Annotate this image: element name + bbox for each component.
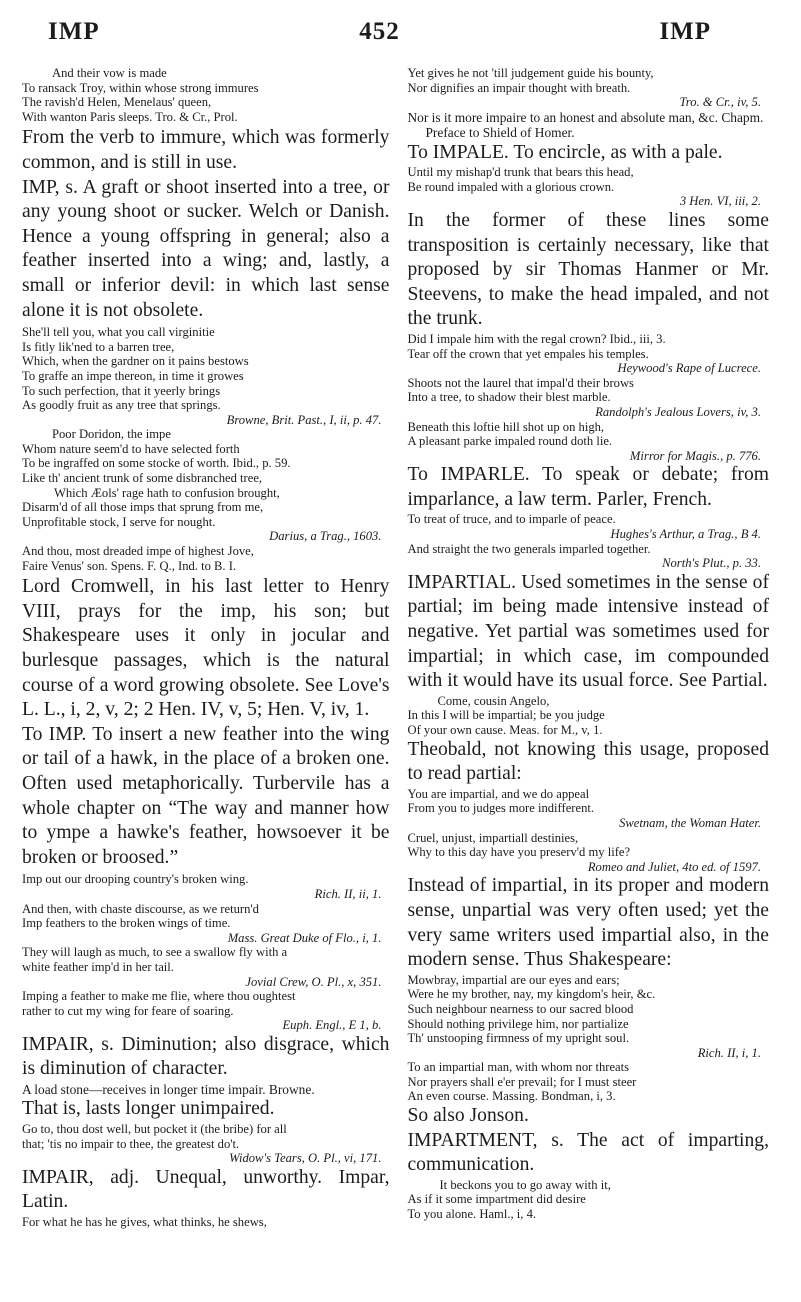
quote-line: And straight the two generals imparled together. (407, 541, 651, 556)
quote-line: white feather imp'd in her tail. (22, 959, 174, 974)
quote-line: Tear off the crown that yet empales his temples. (407, 346, 649, 361)
citation: Rich. II, i, 1. (697, 1045, 761, 1060)
paragraph: Instead of impartial, in its proper and modern sense, unpartial was very often used; yet the very same writers used impartial also, in the modern sense. Thus Shakespeare: (407, 875, 769, 971)
citation: Heywood's Rape of Lucrece. (617, 361, 761, 376)
quote-line: Disarm'd of all those imps that sprung from me, (22, 500, 264, 515)
quote-line: As if it some impartment did desire (407, 1192, 586, 1207)
paragraph: So also Jonson. (407, 1105, 529, 1127)
entry-to-impale: To IMPALE. To encircle, as with a pale. (407, 141, 723, 163)
quote-line: In this I will be impartial; be you judge (407, 708, 605, 723)
quote-line: And their vow is made (52, 66, 167, 80)
quote-line: Which, when the gardner on it pains bestows (22, 354, 249, 369)
quote-line: To graffe an impe thereon, in time it growes (22, 368, 244, 383)
citation: Hughes's Arthur, a Trag., B 4. (610, 527, 761, 542)
right-column (407, 66, 769, 1230)
citation: Darius, a Trag., 1603. (269, 529, 382, 544)
citation: 3 Hen. VI, iii, 2. (679, 194, 761, 209)
entry-impartial: IMPARTIAL. Used sometimes in the sense of partial; im being made intensive instead of negative. Yet partial was sometimes used for impartial; in which case, im compounded with it would have its usual force. See Partial. (407, 571, 769, 692)
quote-line: Be round impaled with a glorious crown. (407, 179, 615, 194)
quote-line: Until my mishap'd trunk that bears this head, (407, 165, 634, 180)
quote-line: rather to cut my wing for feare of soaring. (22, 1003, 234, 1018)
quote-line: To treat of truce, and to imparle of peace. (407, 512, 616, 527)
quote-line: She'll tell you, what you call virginitie (22, 325, 215, 340)
quote-line: To you alone. Haml., i, 4. (407, 1207, 537, 1222)
quote-line: Poor Doridon, the impe (52, 427, 171, 442)
quote-line: The ravish'd Helen, Menelaus' queen, (22, 95, 212, 110)
citation: Browne, Brit. Past., I, ii, p. 47. (226, 412, 382, 427)
entry-impartment: IMPARTMENT, s. The act of imparting, communication. (407, 1129, 769, 1176)
left-column (22, 66, 389, 1230)
quote-line: Why to this day have you preserv'd my life? (407, 845, 631, 860)
page-number: 452 (359, 18, 400, 45)
citation: North's Plut., p. 33. (662, 556, 761, 571)
quote-line: To an impartial man, with whom nor threats (407, 1060, 630, 1075)
quote-line: To such perfection, that it yeerly brings (22, 383, 221, 398)
citation: Mass. Great Duke of Flo., i, 1. (227, 930, 382, 945)
quote-line: Come, cousin Angelo, (437, 693, 550, 708)
quote-line: And thou, most dreaded impe of highest Jove, (22, 544, 254, 559)
entry-impair-adj: IMPAIR, adj. Unequal, unworthy. Impar, Latin. (22, 1166, 390, 1213)
quote-line: And then, with chaste discourse, as we return'd (22, 901, 259, 916)
quote-line: An even course. Massing. Bondman, i, 3. (407, 1089, 616, 1104)
quote-line: With wanton Paris sleeps. Tro. & Cr., Prol. (22, 109, 238, 124)
quote-line: Imping a feather to make me flie, where thou oughtest (22, 989, 296, 1004)
citation: Romeo and Juliet, 4to ed. of 1597. (587, 859, 761, 874)
entry-imp-noun: IMP, s. A graft or shoot inserted into a tree, or any young shoot or sucker. Welch or Danish. Hence a young offspring in general; also a feather inserted into a wing; and, lastly, a small or inferior devil: in which last sense alone it is not obsolete. (22, 176, 390, 321)
quote-line: For what he has he gives, what thinks, he shews, (22, 1215, 267, 1230)
paragraph: Lord Cromwell, in his last letter to Henry VIII, prays for the imp, his son; but Shakespeare uses it only in jocular and burlesque passages, which is the natural course of a word growing obsolete. See Love's L. L., i, 2, v, 2; 2 Hen. IV, v, 5; Hen. V, iv, 1. (22, 576, 390, 721)
quote-line: Beneath this loftie hill shot up on high, (407, 419, 605, 434)
quote-line: Did I impale him with the regal crown? Ibid., iii, 3. (407, 331, 666, 346)
quote-line: Go to, thou dost well, but pocket it (the bribe) for all (22, 1122, 287, 1137)
quote-line: Th' unstooping firmness of my upright soul. (407, 1031, 630, 1046)
citation: Randolph's Jealous Lovers, iv, 3. (595, 404, 761, 419)
quote-line: As goodly fruit as any tree that springs. (22, 398, 221, 413)
quote-line: Which Æols' rage hath to confusion brought, (54, 485, 280, 500)
quote-line: Faire Venus' son. Spens. F. Q., Ind. to B. I. (22, 558, 237, 573)
quote-line: Unprofitable stock, I serve for nought. (22, 514, 216, 529)
citation: Rich. II, ii, 1. (314, 886, 382, 901)
quote-line: It beckons you to go away with it, (439, 1177, 611, 1192)
quote-line: You are impartial, and we do appeal (407, 786, 590, 801)
paragraph: In the former of these lines some transposition is certainly necessary, like that proposed by sir Thomas Hanmer or Mr. Steevens, to make the head impaled, and not the trunk. (407, 209, 769, 330)
quote-line: Were he my brother, nay, my kingdom's heir, &c. (407, 987, 656, 1002)
quote-line: Whom nature seem'd to have selected forth (22, 441, 240, 456)
quote-line: Shoots not the laurel that impal'd their brows (407, 375, 634, 390)
entry-to-imparle: To IMPARLE. To speak or debate; from imparlance, a law term. Parler, French. (407, 464, 769, 510)
quote-line: They will laugh as much, to see a swallow fly with a (22, 945, 288, 960)
header-right-word: IMP (659, 18, 711, 45)
quote-line: Should nothing privilege him, nor partialize (407, 1016, 629, 1031)
entry-to-imp: To IMP. To insert a new feather into the wing or tail of a hawk, in the place of a broken one. Often used metaphorically. Turbervile has a whole chapter on “The way and manner how to ympe a hawke's feather, howsoever it be broken or broosed.” (22, 723, 390, 868)
quote-line: From you to judges more indifferent. (407, 801, 595, 816)
quote-line: Yet gives he not 'till judgement guide his bounty, (407, 66, 654, 80)
quote-line: A pleasant parke impaled round doth lie. (407, 434, 613, 449)
quote-line: Like th' ancient trunk of some disbranched tree, (22, 471, 263, 486)
quote-line: Nor dignifies an impair thought with breath. (407, 80, 631, 95)
quote-line: Imp feathers to the broken wings of time. (22, 916, 231, 931)
quote-line: Cruel, unjust, impartiall destinies, (407, 830, 579, 845)
citation: Mirror for Magis., p. 776. (629, 448, 761, 463)
citation: Widow's Tears, O. Pl., vi, 171. (229, 1151, 382, 1166)
paragraph: From the verb to immure, which was formerly common, and is still in use. (22, 127, 390, 173)
quote-line: To ransack Troy, within whose strong immures (22, 80, 259, 95)
quote-line: that; 'tis no impair to thee, the greatest do't. (22, 1136, 240, 1151)
paragraph: Theobald, not knowing this usage, proposed to read partial: (407, 738, 769, 785)
paragraph: That is, lasts longer unimpaired. (22, 1098, 275, 1120)
quote-line: A load stone—receives in longer time impair. Browne. (22, 1082, 315, 1098)
two-column-body (22, 66, 769, 1230)
citation: Jovial Crew, O. Pl., x, 351. (245, 974, 382, 989)
quote-line: Nor is it more impaire to an honest and absolute man, &c. Chapm. Preface to Shield of Homer. (407, 109, 764, 141)
quote-line: Mowbray, impartial are our eyes and ears; (407, 972, 620, 987)
quote-line: Is fitly lik'ned to a barren tree, (22, 339, 175, 354)
quote-line: Into a tree, to shadow their blest marble. (407, 390, 611, 405)
quote-line: Nor prayers shall e'er prevail; for I must steer (407, 1074, 637, 1089)
citation: Euph. Engl., E 1, b. (282, 1018, 382, 1033)
quote-line: Of your own cause. Meas. for M., v, 1. (407, 723, 603, 737)
entry-impair-noun: IMPAIR, s. Diminution; also disgrace, which is diminution of character. (22, 1033, 390, 1080)
header-left-word: IMP (48, 18, 100, 45)
quote-line: To be ingraffed on some stocke of worth. Ibid., p. 59. (22, 456, 291, 471)
citation: Swetnam, the Woman Hater. (619, 815, 761, 830)
citation: Tro. & Cr., iv, 5. (679, 95, 761, 110)
running-header (22, 18, 769, 58)
quote-line: Imp out our drooping country's broken wing. (22, 872, 249, 887)
quote-line: Such neighbour nearness to our sacred blood (407, 1001, 634, 1016)
